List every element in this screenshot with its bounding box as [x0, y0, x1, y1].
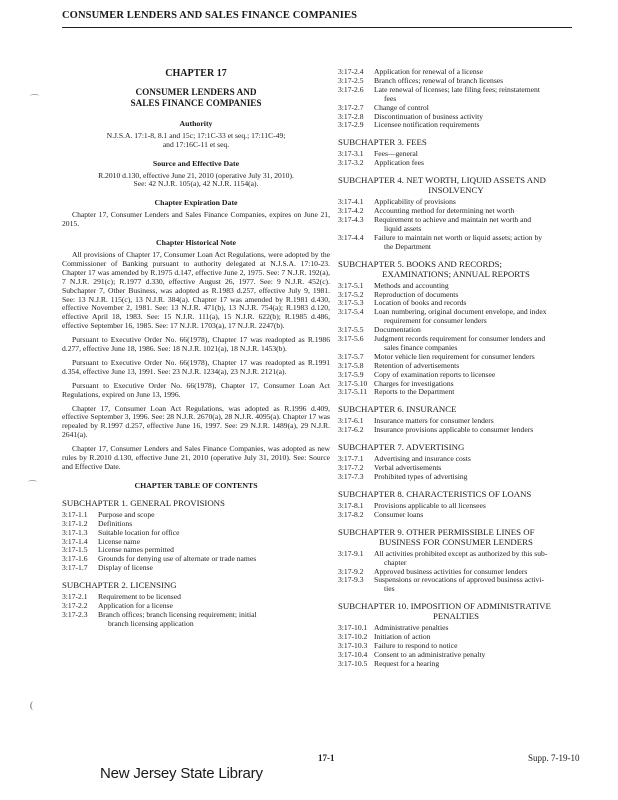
section-number: 3:17-4.4 [338, 232, 364, 242]
section-number: 3:17-2.7 [338, 102, 364, 112]
toc-entry [338, 86, 574, 104]
section-title-line: Judgment records requirement for consumer lenders and [374, 334, 546, 344]
toc-list [338, 282, 574, 398]
section-title-line: Approved business activities for consumer lenders [374, 566, 528, 576]
section-number: 3:17-9.3 [338, 575, 364, 585]
section-number: 3:17-5.7 [338, 351, 364, 361]
section-number: 3:17-1.7 [62, 563, 88, 573]
left-column [62, 70, 330, 629]
section-title-line: Documentation [374, 325, 421, 335]
historical-note-para: Pursuant to Executive Order No. 66(1978), Chapter 17 was readopted as R.1991 d.354, effective June 13, 1991. See: 23 N.J.R. 1234(a), 23 N.J.R. 2121(a). [62, 357, 330, 376]
section-title-line: Reproduction of documents [374, 289, 459, 299]
section-title [374, 216, 574, 234]
scan-mark: ⌒ [30, 94, 40, 104]
section-title-line: Change of control [374, 102, 429, 112]
section-title [374, 159, 574, 168]
subchapter-9-title-line-1: SUBCHAPTER 9. OTHER PERMISSIBLE LINES OF [338, 526, 535, 537]
toc-entry [338, 388, 574, 397]
right-column [338, 68, 574, 669]
historical-note-para: Pursuant to Executive Order No. 66(1978), Chapter 17, Consumer Loan Act Regulations, expired on June 13, 1996. [62, 380, 330, 399]
subchapter-3-title: SUBCHAPTER 3. FEES [338, 137, 427, 148]
section-number: 3:17-4.1 [338, 197, 364, 207]
section-title [374, 121, 574, 130]
section-number: 3:17-4.3 [338, 214, 364, 224]
section-title-line: Applicability of provisions [374, 197, 456, 207]
section-title-line: Copy of examination reports to licensee [374, 369, 496, 379]
section-number: 3:17-7.2 [338, 463, 364, 473]
scan-mark: ⌒ [28, 480, 38, 490]
section-title-line: Verbal advertisements [374, 463, 442, 473]
expiration-text: Chapter 17, Consumer Lenders and Sales Finance Companies, expires on June 21, 2015. [62, 210, 330, 229]
authority-line-2: and 17:16C-11 et seq. [162, 139, 230, 149]
section-title-line: Application for a license [98, 601, 173, 611]
supplement-date: Supp. 7-19-10 [528, 753, 580, 763]
section-number: 3:17-1.4 [62, 536, 88, 546]
section-title [374, 388, 574, 397]
section-number: 3:17-3.1 [338, 149, 364, 159]
section-title-continuation: sales finance companies [384, 342, 458, 352]
section-title-line: Initiation of action [374, 632, 431, 642]
section-title-line: Late renewal of licenses; late filing fees; reinstatement [374, 84, 540, 94]
section-number: 3:17-5.4 [338, 307, 364, 317]
section-number: 3:17-10.1 [338, 623, 368, 633]
section-number: 3:17-1.6 [62, 554, 88, 564]
section-number: 3:17-8.1 [338, 500, 364, 510]
toc-entry [338, 121, 574, 130]
toc-entry [338, 660, 574, 669]
subchapter-9-title-line-2: BUSINESS FOR CONSUMER LENDERS [379, 536, 533, 547]
section-number: 3:17-5.8 [338, 360, 364, 370]
chapter-name-line-1: CONSUMER LENDERS AND [135, 86, 257, 97]
section-number: 3:17-5.3 [338, 298, 364, 308]
source-line-2: See: 42 N.J.R. 105(a), 42 N.J.R. 1154(a). [133, 179, 259, 189]
section-title-line: Consumer loans [374, 509, 424, 519]
section-title [98, 511, 330, 520]
toc-list [338, 550, 574, 595]
section-title [374, 426, 574, 435]
toc-entry [338, 308, 574, 326]
section-title-line: Location of books and records [374, 298, 467, 308]
section-title-line: Requirement to be licensed [98, 592, 181, 602]
subchapter-8-title: SUBCHAPTER 8. CHARACTERISTICS OF LOANS [338, 488, 532, 499]
section-title-line: Suspensions or revocations of approved business activi- [374, 575, 544, 585]
section-number: 3:17-2.6 [338, 84, 364, 94]
section-number: 3:17-2.4 [338, 67, 364, 76]
section-number: 3:17-9.2 [338, 566, 364, 576]
authority-heading: Authority [179, 118, 213, 128]
historical-note-heading: Chapter Historical Note [156, 238, 236, 248]
chapter-name-line-2: SALES FINANCE COMPANIES [130, 98, 262, 109]
subchapter-7-title: SUBCHAPTER 7. ADVERTISING [338, 442, 465, 453]
section-number: 3:17-2.2 [62, 601, 88, 611]
library-stamp: New Jersey State Library [100, 765, 263, 782]
section-number: 3:17-1.3 [62, 527, 88, 537]
section-title-line: Insurance matters for consumer lenders [374, 416, 494, 426]
section-title-continuation: liquid assets [384, 223, 422, 233]
toc-list [338, 455, 574, 482]
section-title-line: Administrative penalties [374, 623, 449, 633]
toc-entry [338, 473, 574, 482]
subchapter-10-title-line-1: SUBCHAPTER 10. IMPOSITION OF ADMINISTRATIVE [338, 601, 551, 612]
toc-heading: CHAPTER TABLE OF CONTENTS [134, 480, 258, 490]
authority-line-1: N.J.S.A. 17:1-8, 8.1 and 15c; 17:1C-33 et seq.; 17:11C-49; [106, 130, 286, 140]
historical-note-para: Pursuant to Executive Order No. 66(1978), Chapter 17 was readopted as R.1986 d.277, effective June 18, 1986. See: 18 N.J.R. 1021(a), 18 N.J.R. 1453(b). [62, 335, 330, 354]
toc-entry [338, 576, 574, 594]
section-title-line: Request for a hearing [374, 658, 440, 668]
section-title-line: Branch offices; branch licensing requirement; initial [98, 609, 257, 619]
section-title-line: Loan numbering, original document envelope, and index [374, 307, 547, 317]
section-title-line: Reports to the Department [374, 387, 455, 397]
section-title [374, 234, 574, 252]
subchapter-10-title-line-2: PENALTIES [432, 611, 480, 622]
section-number: 3:17-4.2 [338, 206, 364, 216]
toc-entry [62, 611, 330, 629]
section-number: 3:17-2.3 [62, 609, 88, 619]
section-title-continuation: fees [384, 93, 397, 103]
historical-note-para: Chapter 17, Consumer Loan Act Regulations, was adopted as R.1996 d.409, effective September 3, 1996. See: 28 N.J.R. 2670(a), 28 N.J.R. 4095(a). Chapter 17 was repealed by R.1997 d.257, effective June 16, 1997. See: 29 N.J.R. 1489(a), 29 N.J.R. 2641(a). [62, 403, 330, 440]
section-title [374, 660, 574, 669]
section-number: 3:17-10.3 [338, 641, 368, 651]
section-title [98, 611, 330, 629]
section-number: 3:17-2.1 [62, 592, 88, 602]
subchapter-1-title: SUBCHAPTER 1. GENERAL PROVISIONS [62, 497, 225, 508]
toc-entry [62, 564, 330, 573]
source-heading: Source and Effective Date [152, 158, 240, 168]
section-title-line: Charges for investigations [374, 378, 454, 388]
section-title-line: Motor vehicle lien requirement for consumer lenders [374, 351, 535, 361]
section-number: 3:17-10.5 [338, 658, 368, 668]
toc-entry [338, 159, 574, 168]
section-number: 3:17-2.5 [338, 75, 364, 85]
section-title-line: Fees—general [374, 149, 418, 159]
section-title-line: Retention of advertisements [374, 360, 460, 370]
section-title-line: Grounds for denying use of alternate or trade names [98, 554, 257, 564]
running-header: CONSUMER LENDERS AND SALES FINANCE COMPANIES [62, 10, 358, 21]
section-number: 3:17-1.1 [62, 509, 88, 519]
section-title-line: Application for renewal of a license [374, 67, 484, 76]
section-number: 3:17-3.2 [338, 158, 364, 168]
section-title-line: Failure to respond to notice [374, 641, 458, 651]
toc-entry [338, 335, 574, 353]
section-number: 3:17-7.1 [338, 454, 364, 464]
section-number: 3:17-5.11 [338, 387, 368, 397]
section-title-line: License name [98, 536, 140, 546]
subchapter-4-title-line-2: INSOLVENCY [428, 185, 484, 196]
section-title [374, 473, 574, 482]
section-title-line: Discontinuation of business activity [374, 111, 484, 121]
expiration-heading: Chapter Expiration Date [154, 198, 238, 208]
toc-list [338, 150, 574, 168]
historical-note-para: All provisions of Chapter 17, Consumer Loan Act Regulations, were adopted by the Commissioner of Banking pursuant to authority delegated at N.J.S.A. 17:10-23. Chapter 17 was amended by R.1975 d.147, effective June 2, 1975. See: 7 N.J.R. 192(a), 7 N.J.R. 291(c); R.1977 d.330, effective August 26, 1977. See: 9 N.J.R. 452(c). Subchapter 7, Other Business, was adopted as R.1983 d.257, effective July 9, 1981. See: 13 N.J.R. 115(c), 13 N.J.R. 384(a). Chapter 17 was amended by R.1981 d.430, effective November 2, 1981. See: 13 N.J.R. 471(b), 13 N.J.R. 754(a); R.1983 d.120, effective April 18, 1983. See: 15 N.J.R. 111(a), 15 N.J.R. 622(b); R.1985 d.486, effective September 16, 1985. See: 17 N.J.R. 1703(a), 17 N.J.R. 2247(b). [62, 249, 330, 331]
subchapter-10-title [338, 601, 574, 621]
toc-entry [338, 550, 574, 568]
section-title-line: Licensee notification requirements [374, 120, 480, 130]
section-title-continuation: ties [384, 584, 395, 594]
section-title-line: Branch offices; renewal of branch licenses [374, 75, 504, 85]
section-title [374, 576, 574, 594]
section-title-line: Insurance provisions applicable to consumer lenders [374, 425, 534, 435]
section-number: 3:17-5.9 [338, 369, 364, 379]
section-title-line: License names permitted [98, 545, 174, 555]
section-number: 3:17-10.4 [338, 649, 368, 659]
subchapter-5-title-line-1: SUBCHAPTER 5. BOOKS AND RECORDS; [338, 258, 502, 269]
chapter-name [62, 87, 330, 110]
historical-note-para: Chapter 17, Consumer Lenders and Sales Finance Companies, was adopted as new rules by R.2010 d.130, effective June 21, 2010 (operative July 31, 2010). See: Source and Effective Date. [62, 444, 330, 471]
section-title [374, 511, 574, 520]
toc-entry [338, 511, 574, 520]
toc-entry [338, 426, 574, 435]
section-title-line: All activities prohibited except as authorized by this sub- [374, 548, 548, 558]
page-number: 17-1 [318, 753, 335, 763]
toc-list [338, 624, 574, 669]
section-number: 3:17-5.1 [338, 280, 364, 290]
section-title-line: Suitable location for office [98, 527, 180, 537]
section-number: 3:17-2.9 [338, 120, 364, 130]
section-title-line: Requirement to achieve and maintain net worth and [374, 214, 532, 224]
section-number: 3:17-8.2 [338, 509, 364, 519]
section-title-line: Provisions applicable to all licensees [374, 500, 486, 510]
section-number: 3:17-9.1 [338, 548, 364, 558]
subchapter-5-title-line-2: EXAMINATIONS; ANNUAL REPORTS [382, 268, 530, 279]
toc-list [338, 502, 574, 520]
header-rule [62, 27, 572, 28]
section-title-line: Prohibited types of advertising [374, 472, 468, 481]
section-number: 3:17-5.5 [338, 325, 364, 335]
section-number: 3:17-6.1 [338, 416, 364, 426]
toc-list [62, 593, 330, 629]
section-number: 3:17-5.10 [338, 378, 368, 388]
section-title [98, 564, 330, 573]
section-number: 3:17-6.2 [338, 425, 364, 435]
toc-entry [338, 234, 574, 252]
section-number: 3:17-7.3 [338, 472, 364, 481]
section-title [374, 335, 574, 353]
section-title-line: Accounting method for determining net worth [374, 206, 515, 216]
section-title-continuation: branch licensing application [108, 618, 194, 628]
section-title-line: Advertising and insurance costs [374, 454, 471, 464]
subchapter-4-title-line-1: SUBCHAPTER 4. NET WORTH, LIQUID ASSETS AND [338, 175, 546, 186]
subchapter-9-title [338, 527, 574, 547]
section-number: 3:17-10.2 [338, 632, 368, 642]
subchapter-5-title [338, 259, 574, 279]
section-number: 3:17-1.5 [62, 545, 88, 555]
source-line-1: R.2010 d.130, effective June 21, 2010 (operative July 31, 2010). [98, 170, 294, 180]
toc-list [62, 511, 330, 573]
section-title-line: Application fees [374, 158, 424, 168]
subchapter-6-title: SUBCHAPTER 6. INSURANCE [338, 404, 457, 415]
section-number: 3:17-1.2 [62, 518, 88, 528]
toc-list [338, 417, 574, 435]
section-title [374, 86, 574, 104]
section-title-line: Failure to maintain net worth or liquid assets; action by [374, 232, 543, 242]
section-number: 3:17-5.6 [338, 334, 364, 344]
section-title-continuation: the Department [384, 241, 432, 251]
toc-list [338, 198, 574, 251]
section-title [374, 308, 574, 326]
section-title-line: Display of license [98, 563, 153, 573]
section-title-line: Methods and accounting [374, 280, 449, 290]
toc-entry [338, 216, 574, 234]
section-title-continuation: requirement for consumer lenders [384, 316, 487, 326]
section-title-line: Consent to an administrative penalty [374, 649, 486, 659]
section-number: 3:17-5.2 [338, 289, 364, 299]
section-title-line: Definitions [98, 518, 133, 528]
section-title [374, 550, 574, 568]
section-number: 3:17-2.8 [338, 111, 364, 121]
subchapter-4-title [338, 175, 574, 195]
section-title-continuation: chapter [384, 557, 407, 567]
scan-mark: ( [30, 700, 33, 710]
section-title-line: Purpose and scope [98, 509, 155, 519]
subchapter-2-title: SUBCHAPTER 2. LICENSING [62, 580, 177, 591]
toc-list [338, 68, 574, 130]
chapter-number: CHAPTER 17 [165, 68, 227, 79]
